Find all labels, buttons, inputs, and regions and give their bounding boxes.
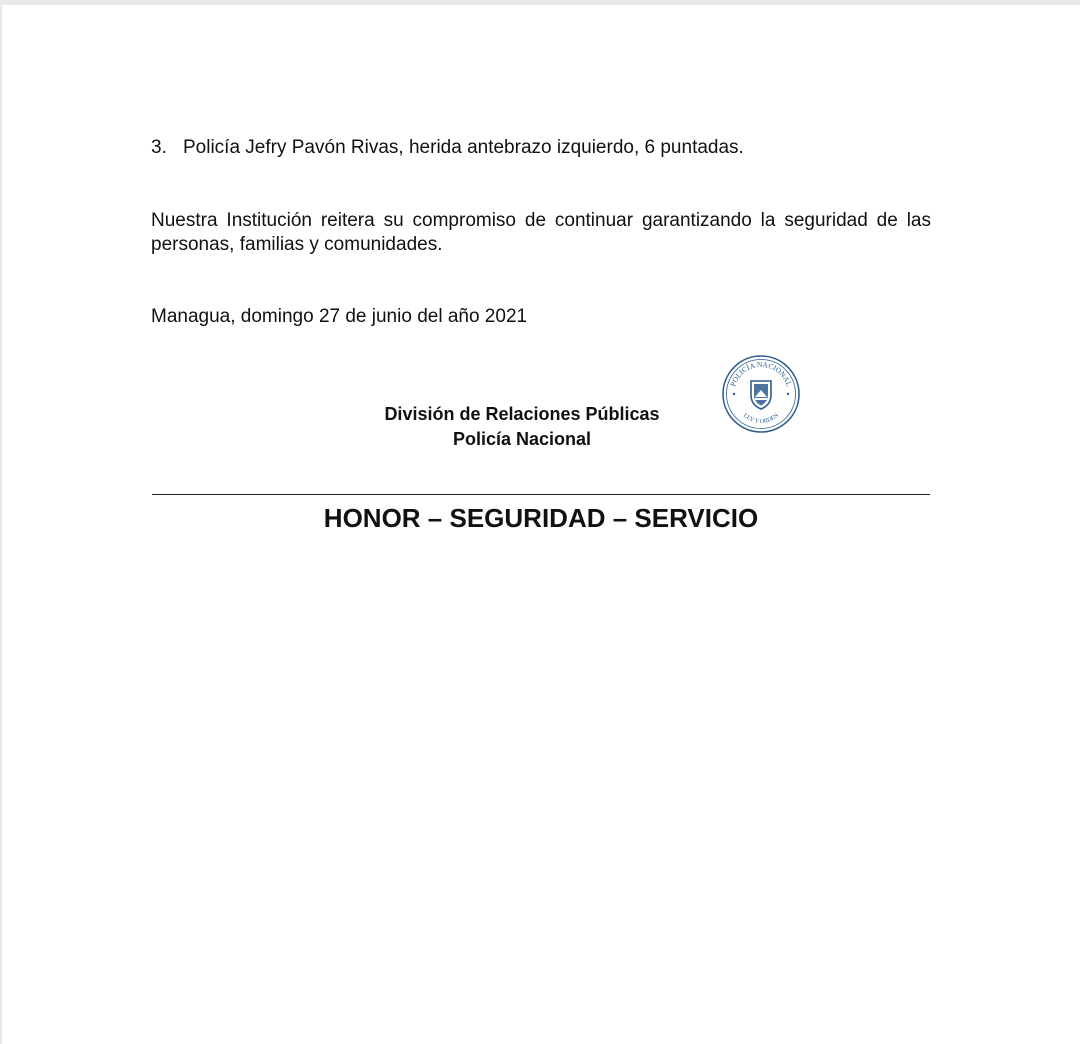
document-page (2, 5, 1080, 1044)
list-item (151, 136, 744, 160)
police-seal-icon (720, 353, 802, 435)
list-item-text: Policía Jefry Pavón Rivas, herida antebrazo izquierdo, 6 puntadas. (183, 137, 744, 158)
signature-block (322, 402, 722, 452)
motto: HONOR – SEGURIDAD – SERVICIO (323, 503, 759, 533)
signature-institution: Policía Nacional (452, 429, 592, 449)
list-item-number: 3. (151, 137, 167, 158)
svg-text:LEY Y ORDEN (742, 412, 781, 425)
seal-bottom-text: LEY Y ORDEN (741, 412, 781, 426)
dateline: Managua, domingo 27 de junio del año 2021 (151, 306, 528, 327)
divider-line (152, 494, 930, 495)
signature-division: División de Relaciones Públicas (384, 404, 660, 424)
commitment-paragraph: Nuestra Institución reitera su compromiso de continuar garantizando la seguridad de las personas, familias y comunidades. (151, 210, 931, 255)
seal-top-text: POLICÍA NACIONAL (728, 359, 794, 388)
